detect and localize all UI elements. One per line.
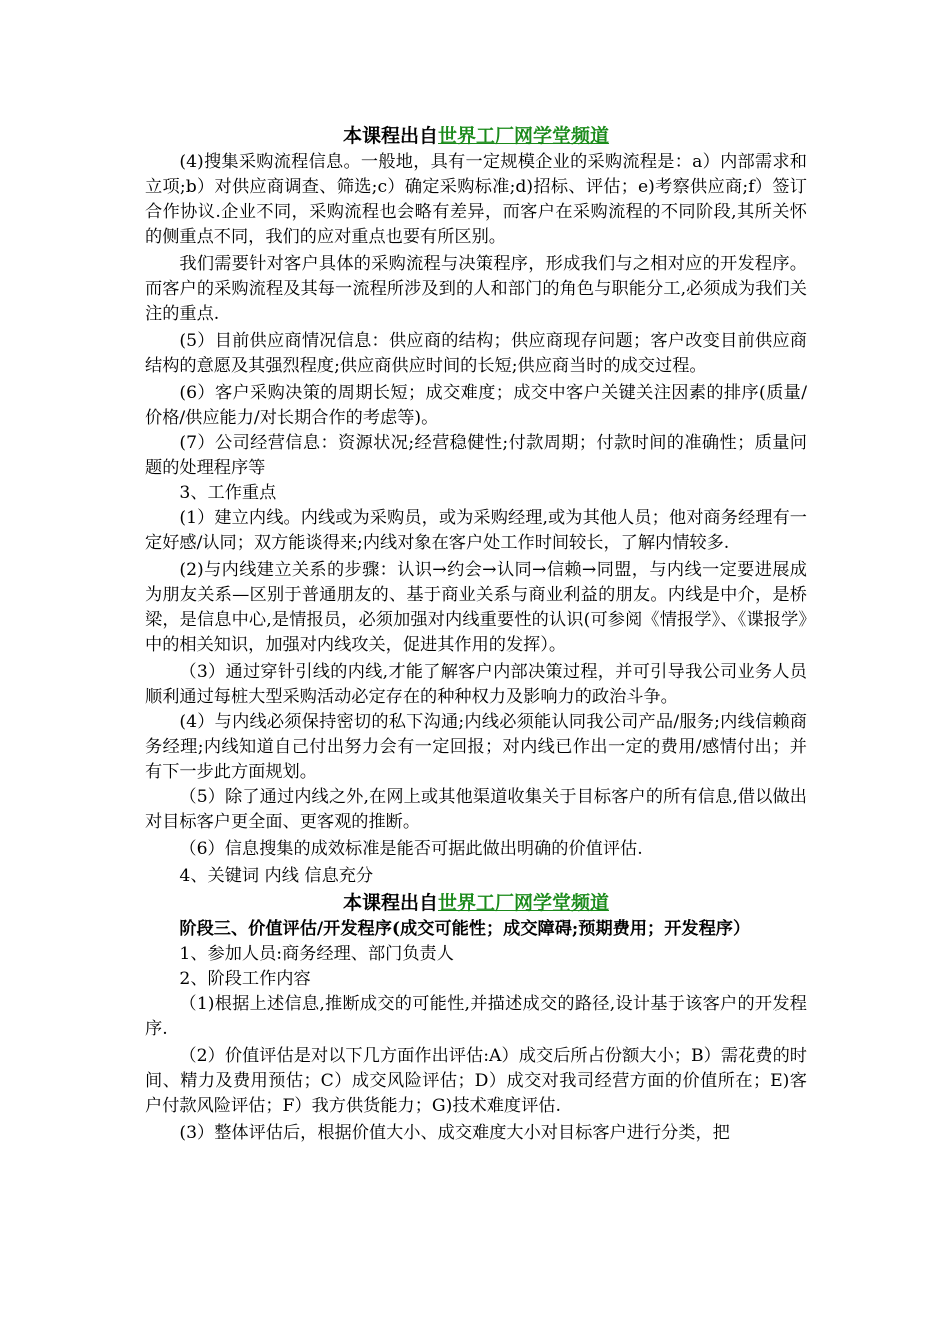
paragraph: (4)搜集采购流程信息。一般地，具有一定规模企业的采购流程是：a）内部需求和立项;b）对供应商调查、筛选;c）确定采购标准;d)招标、评估；e)考察供应商;f）签订合作协议.企业不同，采购流程也会略有差异，而客户在采购流程的不同阶段,其所关怀的侧重点不同，我们的应对重点也要有所区别。 (145, 152, 807, 247)
section-heading: 4、关键词 内线 信息充分 (179, 866, 374, 886)
paragraph: （1)根据上述信息,推断成交的可能性,并描述成交的路径,设计基于该客户的开发程序. (145, 994, 807, 1039)
paragraph: 我们需要针对客户具体的采购流程与决策程序，形成我们与之相对应的开发程序。而客户的采购流程及其每一流程所涉及到的人和部门的角色与职能分工,必须成为我们关注的重点. (145, 254, 807, 324)
paragraph: （2）价值评估是对以下几方面作出评估:A）成交后所占份额大小；B）需花费的时间、精力及费用预估；C）成交风险评估；D）成交对我司经营方面的价值所在；E)客户付款风险评估；F）我方供货能力；G)技术难度评估. (145, 1046, 807, 1116)
document-page (145, 122, 807, 1146)
paragraph: (3）整体评估后，根据价值大小、成交难度大小对目标客户进行分类，把 (179, 1123, 730, 1143)
banner-prefix: 本课程出自 (342, 125, 438, 147)
course-banner (145, 889, 807, 917)
paragraph: (4）与内线必须保持密切的私下沟通;内线必须能认同我公司产品/服务;内线信赖商务经理;内线知道自己付出努力会有一定回报；对内线已作出一定的费用/感情付出；并有下一步此方面规划。 (145, 712, 807, 782)
banner-link[interactable]: 世界工厂网学堂频道 (438, 125, 610, 147)
banner-link[interactable]: 世界工厂网学堂频道 (438, 892, 610, 914)
paragraph: （5）除了通过内线之外,在网上或其他渠道收集关于目标客户的所有信息,借以做出对目标客户更全面、更客观的推断。 (145, 787, 807, 832)
paragraph: （6）信息搜集的成效标准是能否可据此做出明确的价值评估. (179, 839, 643, 859)
paragraph: (5）目前供应商情况信息：供应商的结构；供应商现存问题；客户改变目前供应商结构的意愿及其强烈程度;供应商供应时间的长短;供应商当时的成交过程。 (145, 331, 807, 376)
banner-prefix: 本课程出自 (342, 892, 438, 914)
course-banner (145, 122, 807, 150)
section-heading: 2、阶段工作内容 (179, 969, 311, 989)
paragraph: （3）通过穿针引线的内线,才能了解客户内部决策过程，并可引导我公司业务人员顺利通过每桩大型采购活动必定存在的种种权力及影响力的政治斗争。 (145, 662, 807, 707)
paragraph: (2)与内线建立关系的步骤：认识→约会→认同→信赖→同盟，与内线一定要进展成为朋友关系—区别于普通朋友的、基于商业关系与商业利益的朋友。内线是中介，是桥梁，是信息中心,是情报员，必须加强对内线重要性的认识(可参阅《情报学》、《谍报学》中的相关知识，加强对内线攻关，促进其作用的发挥）。 (145, 560, 807, 655)
stage-heading: 阶段三、价值评估/开发程序(成交可能性；成交障碍;预期费用；开发程序） (179, 919, 751, 939)
section-heading: 3、工作重点 (179, 483, 277, 503)
paragraph: (7）公司经营信息：资源状况;经营稳健性;付款周期；付款时间的准确性；质量问题的处理程序等 (145, 433, 807, 478)
paragraph: (6）客户采购决策的周期长短；成交难度；成交中客户关键关注因素的排序(质量/价格/供应能力/对长期合作的考虑等)。 (145, 383, 807, 428)
paragraph: (1）建立内线。内线或为采购员，或为采购经理,或为其他人员；他对商务经理有一定好感/认同；双方能谈得来;内线对象在客户处工作时间较长，了解内情较多. (145, 508, 807, 553)
paragraph: 1、参加人员:商务经理、部门负责人 (179, 944, 454, 964)
